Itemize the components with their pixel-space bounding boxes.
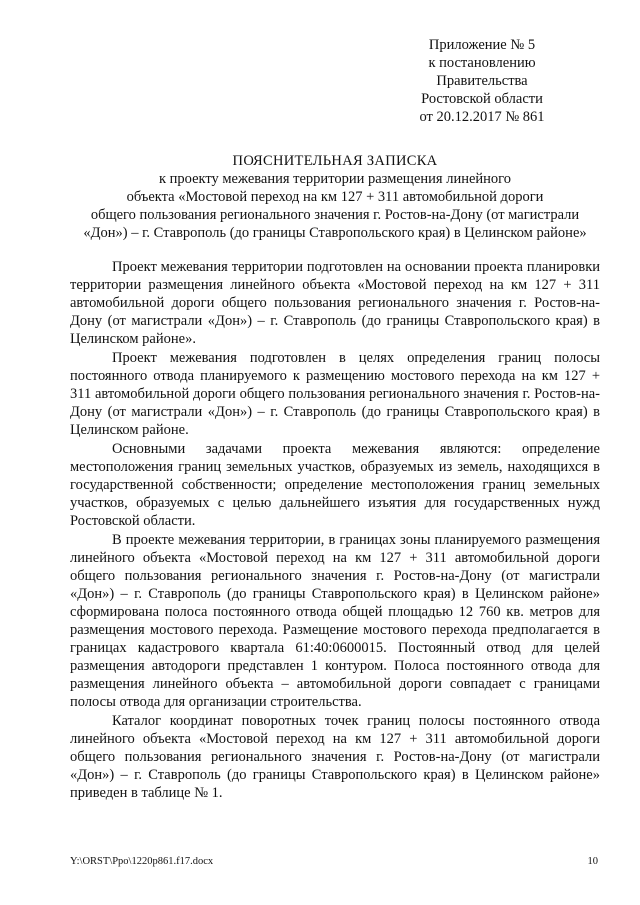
appendix-line: к постановлению	[428, 55, 536, 71]
body-paragraph: Проект межевания территории подготовлен на основании проекта планировки территории размещения линейного объекта «Мостовой переход на км 127 + 311 автомобильной дороги общего пользования регионального значения г. Ростов-на-Дону (от магистрали «Дон») – г. Ставрополь (до границы Ставропольского края) в Целинском районе».	[70, 259, 600, 347]
document-heading	[70, 152, 600, 242]
document-title: ПОЯСНИТЕЛЬНАЯ ЗАПИСКА	[232, 153, 438, 169]
subtitle-line: общего пользования регионального значения г. Ростов-на-Дону (от магистрали	[90, 207, 580, 223]
body-paragraph: Каталог координат поворотных точек границ полосы постоянного отвода линейного объекта «Мостовой переход на км 127 + 311 автомобильной дороги общего пользования регионального значения г. Ростов-на-Дону (от магистрали «Дон») – г. Ставрополь (до границы Ставропольского края) в Целинском районе» приведен в таблице № 1.	[70, 713, 600, 801]
body-paragraph: Основными задачами проекта межевания являются: определение местоположения границ земельных участков, образуемых из земель, находящихся в государственной собственности; определение местоположения границ земельных участков, образуемых с целью дальнейшего изъятия для государственных нужд Ростовской области.	[70, 441, 600, 529]
subtitle-line: «Дон») – г. Ставрополь (до границы Ставропольского края) в Целинском районе»	[83, 225, 587, 241]
appendix-line: Ростовской области	[421, 91, 543, 107]
subtitle-line: к проекту межевания территории размещения линейного	[158, 171, 512, 187]
page-number: 10	[587, 856, 598, 867]
appendix-block	[402, 36, 562, 126]
file-path: Y:\ORST\Ppo\1220p861.f17.docx	[70, 856, 214, 867]
appendix-line: от 20.12.2017 № 861	[419, 109, 545, 125]
appendix-line: Приложение № 5	[428, 37, 536, 53]
body-paragraph: Проект межевания подготовлен в целях определения границ полосы постоянного отвода планируемого к размещению мостового перехода на км 127 + 311 автомобильной дороги общего пользования регионального значения г. Ростов-на-Дону (от магистрали «Дон») – г. Ставрополь (до границы Ставропольского края) в Целинском районе.	[70, 350, 600, 438]
appendix-line: Правительства	[436, 73, 528, 89]
document-body	[70, 258, 600, 803]
body-paragraph: В проекте межевания территории, в границах зоны планируемого размещения линейного объекта «Мостовой переход на км 127 + 311 автомобильной дороги общего пользования регионального значения г. Ростов-на-Дону (от магистрали «Дон») – г. Ставрополь (до границы Ставропольского края) в Целинском районе» сформирована полоса постоянного отвода общей площадью 12 760 кв. метров для размещения мостового перехода. Размещение мостового перехода предполагается в границах кадастрового квартала 61:40:0600015. Постоянный отвод для целей размещения автодороги представлен 1 контуром. Полоса постоянного отвода для размещения линейного объекта – автомобильной дороги совпадает с границами полосы отвода для организации строительства.	[70, 532, 600, 710]
subtitle-line: объекта «Мостовой переход на км 127 + 311 автомобильной дороги	[126, 189, 544, 205]
